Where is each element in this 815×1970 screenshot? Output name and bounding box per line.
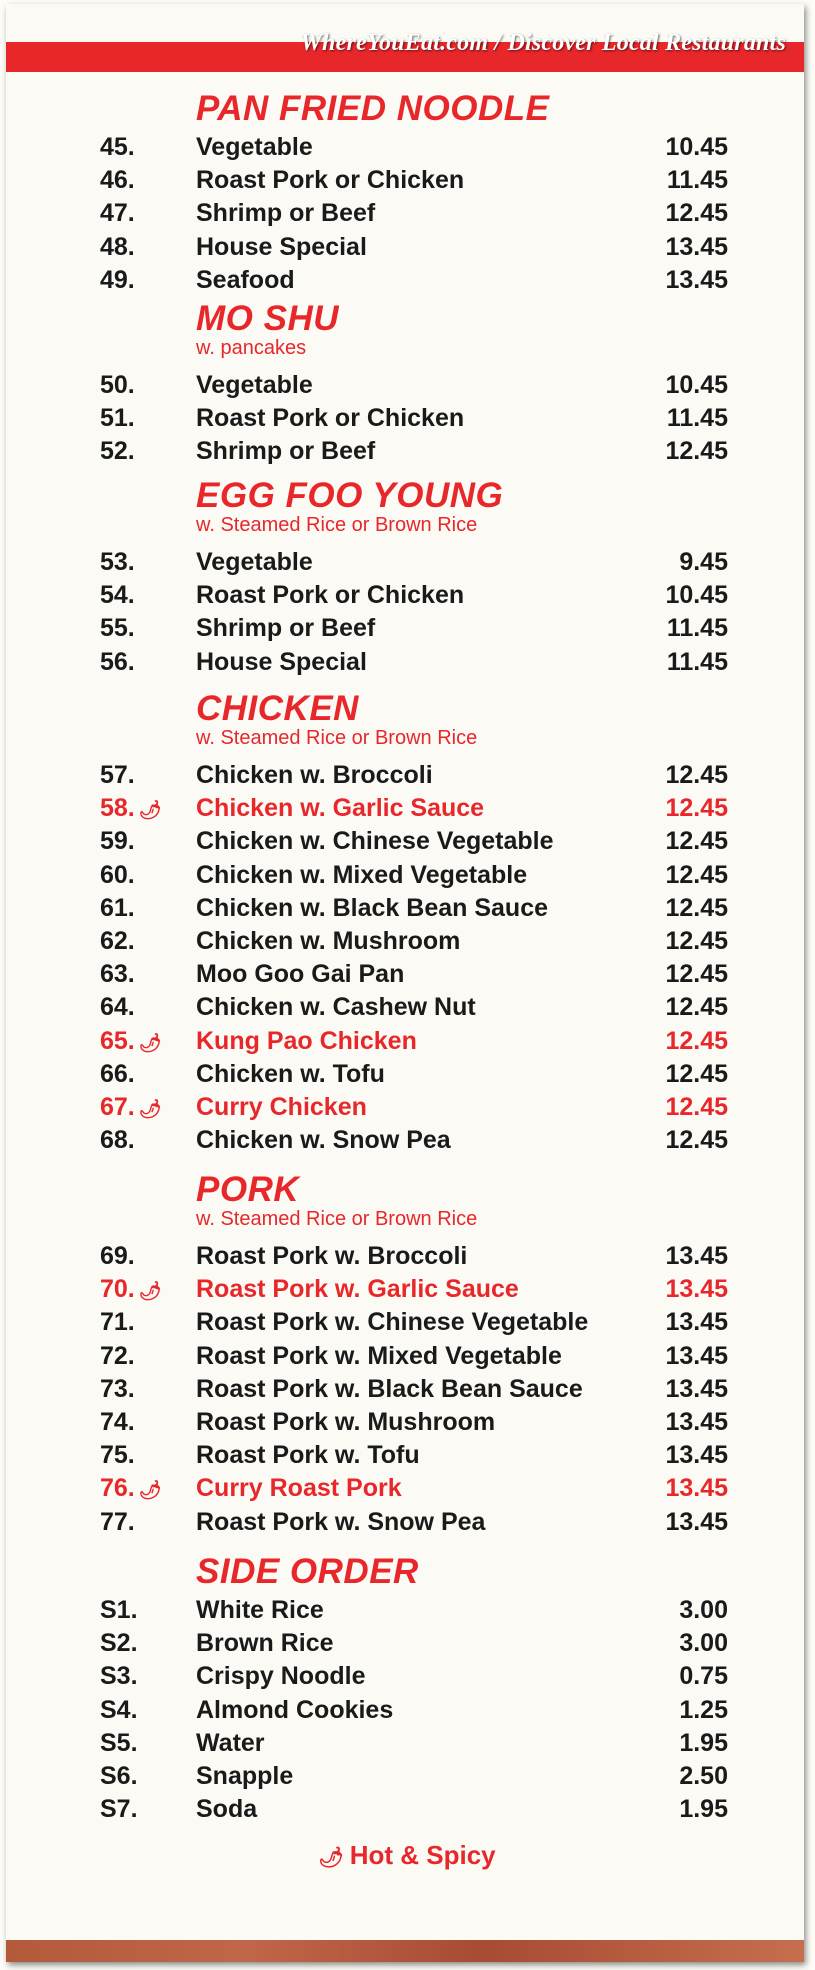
item-name: House Special xyxy=(196,647,367,676)
item-name: Soda xyxy=(196,1795,258,1824)
item-number: 77. xyxy=(100,1507,135,1536)
menu-item xyxy=(6,1275,804,1307)
menu-item xyxy=(6,1126,804,1158)
menu-item xyxy=(6,581,804,613)
item-name: Roast Pork w. Black Bean Sauce xyxy=(196,1374,583,1403)
item-name: Roast Pork w. Mixed Vegetable xyxy=(196,1341,562,1370)
item-number: 68. xyxy=(100,1126,135,1155)
item-name: Moo Goo Gai Pan xyxy=(196,960,405,989)
chili-pepper-icon: 🌶 xyxy=(138,800,162,821)
item-number: 56. xyxy=(100,647,135,676)
item-price: 12.45 xyxy=(665,827,728,856)
item-price: 13.45 xyxy=(665,265,728,294)
menu-item xyxy=(6,548,804,580)
chili-pepper-icon: 🌶 xyxy=(138,1032,162,1053)
item-number: 67. 🌶 xyxy=(100,1093,162,1121)
menu-item xyxy=(6,404,804,436)
item-price: 12.45 xyxy=(665,860,728,889)
menu-item xyxy=(6,861,804,893)
menu-item xyxy=(6,1508,804,1540)
item-price: 12.45 xyxy=(665,199,728,228)
item-name: Shrimp or Beef xyxy=(196,199,376,228)
section-title: PORK xyxy=(196,1170,300,1209)
menu-item xyxy=(6,199,804,231)
item-name: Chicken w. Snow Pea xyxy=(196,1126,451,1155)
menu-item xyxy=(6,827,804,859)
menu-item xyxy=(6,894,804,926)
item-name: White Rice xyxy=(196,1596,324,1624)
item-name: Roast Pork w. Tofu xyxy=(196,1441,420,1470)
item-price: 11.45 xyxy=(666,647,728,676)
item-name: House Special xyxy=(196,232,367,261)
item-name: Shrimp or Beef xyxy=(196,614,376,643)
site-header: WhereYouEat.com / Discover Local Restaurants xyxy=(300,30,786,56)
item-number: S4. xyxy=(100,1695,138,1724)
item-number: 53. xyxy=(100,548,135,576)
menu-item xyxy=(6,1375,804,1407)
item-name: Roast Pork or Chicken xyxy=(196,581,465,610)
item-price: 12.45 xyxy=(665,794,728,823)
item-price: 13.45 xyxy=(665,1374,728,1403)
item-number: 76. 🌶 xyxy=(100,1474,162,1503)
menu-item xyxy=(6,960,804,992)
item-name: Vegetable xyxy=(196,548,313,576)
legend-label: Hot & Spicy xyxy=(349,1840,496,1870)
item-name: Curry Roast Pork xyxy=(196,1474,402,1503)
item-name: Chicken w. Tofu xyxy=(196,1059,385,1088)
item-price: 1.25 xyxy=(679,1695,728,1724)
item-number: 58. 🌶 xyxy=(100,794,162,823)
item-number: 49. xyxy=(100,265,135,294)
menu-item xyxy=(6,1408,804,1440)
item-price: 10.45 xyxy=(665,133,728,161)
menu-item xyxy=(6,1242,804,1274)
item-number: 59. xyxy=(100,827,135,856)
item-number: S2. xyxy=(100,1629,138,1658)
item-price: 12.45 xyxy=(665,1126,728,1155)
item-price: 10.45 xyxy=(665,371,728,399)
section-title: EGG FOO YOUNG xyxy=(196,476,504,515)
item-price: 13.45 xyxy=(665,1474,728,1503)
item-price: 12.45 xyxy=(665,960,728,989)
menu-item xyxy=(6,1629,804,1661)
item-name: Roast Pork or Chicken xyxy=(196,166,465,195)
chili-pepper-icon: 🌶 xyxy=(138,1281,162,1302)
menu-page xyxy=(6,4,804,1962)
item-number: 64. xyxy=(100,993,135,1022)
item-price: 1.95 xyxy=(679,1728,728,1757)
item-number: S5. xyxy=(100,1728,138,1757)
item-number: 66. xyxy=(100,1059,135,1088)
item-price: 0.75 xyxy=(679,1662,728,1691)
menu-item xyxy=(6,1729,804,1761)
item-price: 11.45 xyxy=(666,404,728,433)
menu-item xyxy=(6,166,804,198)
item-price: 1.95 xyxy=(679,1795,728,1824)
menu-item xyxy=(6,927,804,959)
section-subtitle: w. Steamed Rice or Brown Rice xyxy=(196,1208,478,1230)
item-price: 12.45 xyxy=(665,761,728,789)
item-price: 13.45 xyxy=(665,1242,728,1270)
menu-item xyxy=(6,794,804,826)
footer-band xyxy=(6,1940,804,1962)
item-number: 46. xyxy=(100,166,135,195)
section-subtitle: w. pancakes xyxy=(196,337,307,359)
item-price: 12.45 xyxy=(665,927,728,955)
item-number: 51. xyxy=(100,404,135,433)
menu-item xyxy=(6,266,804,298)
section-title: PAN FRIED NOODLE xyxy=(196,89,550,128)
item-name: Chicken w. Mixed Vegetable xyxy=(196,860,528,889)
menu-item xyxy=(6,1596,804,1628)
item-name: Vegetable xyxy=(196,371,313,399)
item-number: 63. xyxy=(100,960,135,989)
item-number: 45. xyxy=(100,133,135,161)
chili-pepper-icon: 🌶 xyxy=(318,1847,344,1869)
item-number: 74. xyxy=(100,1408,135,1436)
item-name: Roast Pork w. Garlic Sauce xyxy=(196,1275,519,1304)
item-price: 11.45 xyxy=(666,166,728,195)
item-name: Chicken w. Chinese Vegetable xyxy=(196,827,554,856)
item-name: Roast Pork w. Chinese Vegetable xyxy=(196,1308,589,1337)
item-name: Shrimp or Beef xyxy=(196,437,376,466)
item-number: 61. xyxy=(100,893,135,922)
item-number: S3. xyxy=(100,1662,138,1691)
menu-item xyxy=(6,1308,804,1340)
item-number: 47. xyxy=(100,199,135,228)
item-name: Chicken w. Garlic Sauce xyxy=(196,794,485,823)
chili-pepper-icon: 🌶 xyxy=(138,1480,162,1501)
item-price: 13.45 xyxy=(665,1308,728,1337)
item-name: Chicken w. Broccoli xyxy=(196,761,433,789)
item-name: Vegetable xyxy=(196,133,313,161)
item-price: 3.00 xyxy=(679,1596,728,1624)
chili-pepper-icon: 🌶 xyxy=(138,1099,162,1119)
section-title: MO SHU xyxy=(196,299,339,338)
item-price: 10.45 xyxy=(665,581,728,610)
item-name: Almond Cookies xyxy=(196,1695,394,1724)
item-number: 71. xyxy=(100,1308,135,1337)
item-name: Chicken w. Cashew Nut xyxy=(196,993,476,1022)
item-name: Roast Pork w. Snow Pea xyxy=(196,1507,486,1536)
item-number: 75. xyxy=(100,1441,135,1470)
menu-item xyxy=(6,1027,804,1059)
item-number: 60. xyxy=(100,860,135,889)
item-price: 12.45 xyxy=(665,1059,728,1088)
section-subtitle: w. Steamed Rice or Brown Rice xyxy=(196,514,478,536)
item-number: 73. xyxy=(100,1374,135,1403)
section-title: SIDE ORDER xyxy=(196,1552,419,1591)
item-price: 12.45 xyxy=(665,1093,728,1121)
item-number: 72. xyxy=(100,1341,135,1370)
item-price: 13.45 xyxy=(665,1275,728,1304)
item-number: 50. xyxy=(100,371,135,399)
menu-item xyxy=(6,1093,804,1125)
item-name: Roast Pork w. Mushroom xyxy=(196,1408,496,1436)
menu-item xyxy=(6,1060,804,1092)
item-price: 12.45 xyxy=(665,437,728,466)
menu-item xyxy=(6,1662,804,1694)
menu-item xyxy=(6,133,804,165)
item-number: 62. xyxy=(100,927,135,955)
menu-item xyxy=(6,761,804,793)
item-name: Chicken w. Mushroom xyxy=(196,927,461,955)
menu-item xyxy=(6,233,804,265)
item-number: 48. xyxy=(100,232,135,261)
item-name: Seafood xyxy=(196,265,295,294)
menu-item xyxy=(6,437,804,469)
section-subtitle: w. Steamed Rice or Brown Rice xyxy=(196,727,478,749)
item-name: Roast Pork w. Broccoli xyxy=(196,1242,468,1270)
item-number: S7. xyxy=(100,1795,138,1824)
item-name: Snapple xyxy=(196,1762,294,1790)
item-price: 13.45 xyxy=(665,1408,728,1436)
menu-item xyxy=(6,648,804,680)
menu-item xyxy=(6,371,804,403)
item-price: 3.00 xyxy=(679,1629,728,1658)
item-price: 13.45 xyxy=(665,1441,728,1470)
item-name: Chicken w. Black Bean Sauce xyxy=(196,893,549,922)
item-name: Water xyxy=(196,1728,265,1757)
item-price: 13.45 xyxy=(665,1341,728,1370)
item-name: Kung Pao Chicken xyxy=(196,1026,417,1055)
item-number: 70. 🌶 xyxy=(100,1275,162,1304)
item-price: 2.50 xyxy=(679,1762,728,1790)
menu-item xyxy=(6,1342,804,1374)
item-price: 12.45 xyxy=(665,1026,728,1055)
item-number: 57. xyxy=(100,761,135,789)
item-price: 12.45 xyxy=(665,893,728,922)
item-number: 69. xyxy=(100,1242,135,1270)
item-number: 54. xyxy=(100,581,135,610)
item-number: 55. xyxy=(100,614,135,643)
menu-item xyxy=(6,1441,804,1473)
item-price: 13.45 xyxy=(665,1507,728,1536)
item-price: 13.45 xyxy=(665,232,728,261)
item-name: Crispy Noodle xyxy=(196,1662,366,1691)
item-number: S6. xyxy=(100,1762,138,1790)
item-name: Brown Rice xyxy=(196,1629,334,1658)
hot-spicy-legend xyxy=(6,1840,804,1871)
item-price: 12.45 xyxy=(665,993,728,1022)
item-number: 65. 🌶 xyxy=(100,1026,162,1055)
item-name: Curry Chicken xyxy=(196,1093,367,1121)
menu-item xyxy=(6,1795,804,1827)
menu-item xyxy=(6,1762,804,1794)
item-number: 52. xyxy=(100,437,135,466)
item-name: Roast Pork or Chicken xyxy=(196,404,465,433)
menu-item xyxy=(6,614,804,646)
section-title: CHICKEN xyxy=(196,689,359,728)
item-price: 11.45 xyxy=(666,614,728,643)
item-price: 9.45 xyxy=(679,548,728,576)
menu-item xyxy=(6,1474,804,1506)
menu-item xyxy=(6,1696,804,1728)
menu-item xyxy=(6,993,804,1025)
item-number: S1. xyxy=(100,1596,138,1624)
